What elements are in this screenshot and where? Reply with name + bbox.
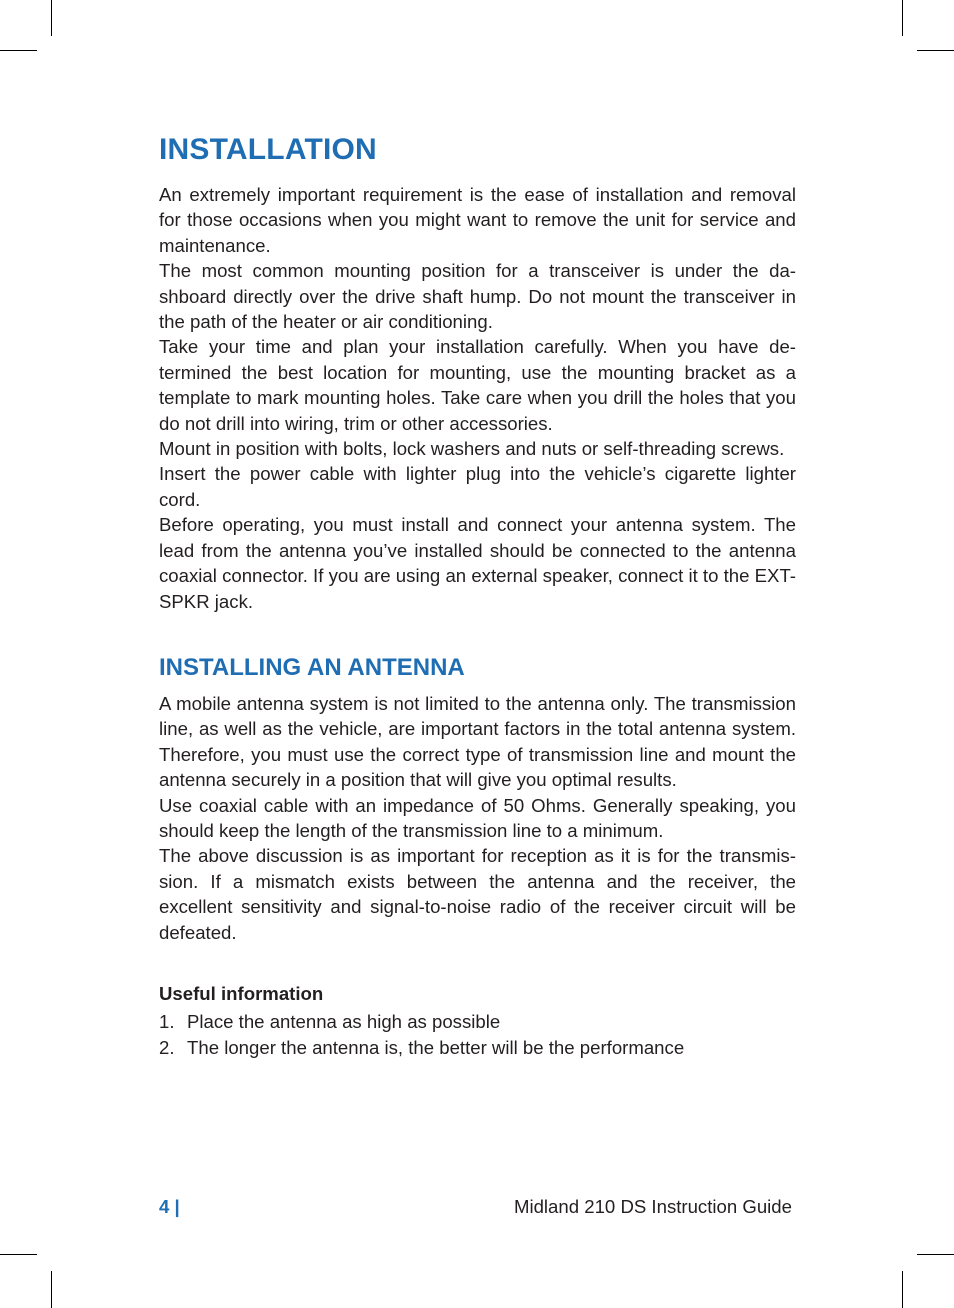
guide-title: Midland 210 DS Instruction Guide bbox=[513, 1196, 792, 1217]
antenna-body bbox=[159, 691, 796, 945]
crop-mark-bottom-right-horizontal bbox=[917, 1254, 954, 1255]
installation-paragraph: The most common mounting position for a transceiver is under the dashboard directly over the drive shaft hump. Do not mount the transceiver in the path of the heater or air conditioning. bbox=[159, 260, 796, 333]
list-item bbox=[159, 1035, 796, 1060]
list-item-number: 2. bbox=[159, 1036, 175, 1058]
section-spacer bbox=[159, 614, 796, 651]
antenna-heading: INSTALLING AN ANTENNA bbox=[159, 653, 465, 681]
page-footer bbox=[159, 1194, 796, 1220]
crop-mark-bottom-right-vertical bbox=[902, 1271, 903, 1308]
crop-mark-top-right-horizontal bbox=[917, 50, 954, 51]
installation-paragraph: Before operating, you must install and connect your antenna system. The lead from the antenna you’ve installed should be connected to the antenna coaxial connector. If you are using an external speaker, connect it to the EXT-SPKR jack. bbox=[159, 514, 796, 612]
installation-paragraph: Mount in position with bolts, lock washers and nuts or self-threading screws. bbox=[159, 438, 785, 460]
page-number: 4 | bbox=[159, 1196, 180, 1217]
list-item bbox=[159, 1009, 796, 1034]
installation-body bbox=[159, 182, 796, 614]
useful-info-list bbox=[159, 1009, 796, 1060]
installation-heading: INSTALLATION bbox=[159, 133, 377, 166]
installation-paragraph: Insert the power cable with lighter plug into the vehicle’s cigarette lighter cord. bbox=[159, 463, 796, 510]
crop-mark-bottom-left-horizontal bbox=[0, 1254, 37, 1255]
list-item-text: The longer the antenna is, the better will be the performance bbox=[187, 1036, 685, 1058]
crop-mark-top-left-horizontal bbox=[0, 50, 37, 51]
useful-info-heading: Useful information bbox=[159, 982, 324, 1004]
installation-paragraph: An extremely important requirement is the ease of installation and removal for those occasions when you might want to remove the unit for service and maintenance. bbox=[159, 184, 796, 256]
crop-mark-top-right-vertical bbox=[902, 0, 903, 36]
section-spacer bbox=[159, 945, 796, 981]
page-content bbox=[159, 128, 796, 1060]
antenna-paragraph: Use coaxial cable with an impedance of 50 Ohms. Generally speaking, you should keep the length of the transmission line to a minimum. bbox=[159, 794, 796, 841]
list-item-text: Place the antenna as high as possible bbox=[187, 1011, 501, 1033]
crop-mark-top-left-vertical bbox=[51, 0, 52, 36]
installation-paragraph: Take your time and plan your installation carefully. When you have determined the best location for mounting, use the mounting bracket as a template to mark mounting holes. Take care when you drill the holes that you do not drill into wiring, trim or other accessories. bbox=[159, 336, 796, 434]
crop-mark-bottom-left-vertical bbox=[51, 1271, 52, 1308]
list-item-number: 1. bbox=[159, 1011, 175, 1033]
antenna-paragraph: The above discussion is as important for reception as it is for the transmission. If a mismatch exists between the antenna and the receiver, the excellent sensitivity and signal-to-noise radio of the receiver circuit will be defeated. bbox=[159, 845, 796, 943]
antenna-paragraph: A mobile antenna system is not limited to the antenna only. The transmission line, as well as the vehicle, are important factors in the total antenna system. Therefore, you must use the correct type of transmission line and mount the antenna securely in a position that will give you optimal results. bbox=[159, 692, 796, 791]
